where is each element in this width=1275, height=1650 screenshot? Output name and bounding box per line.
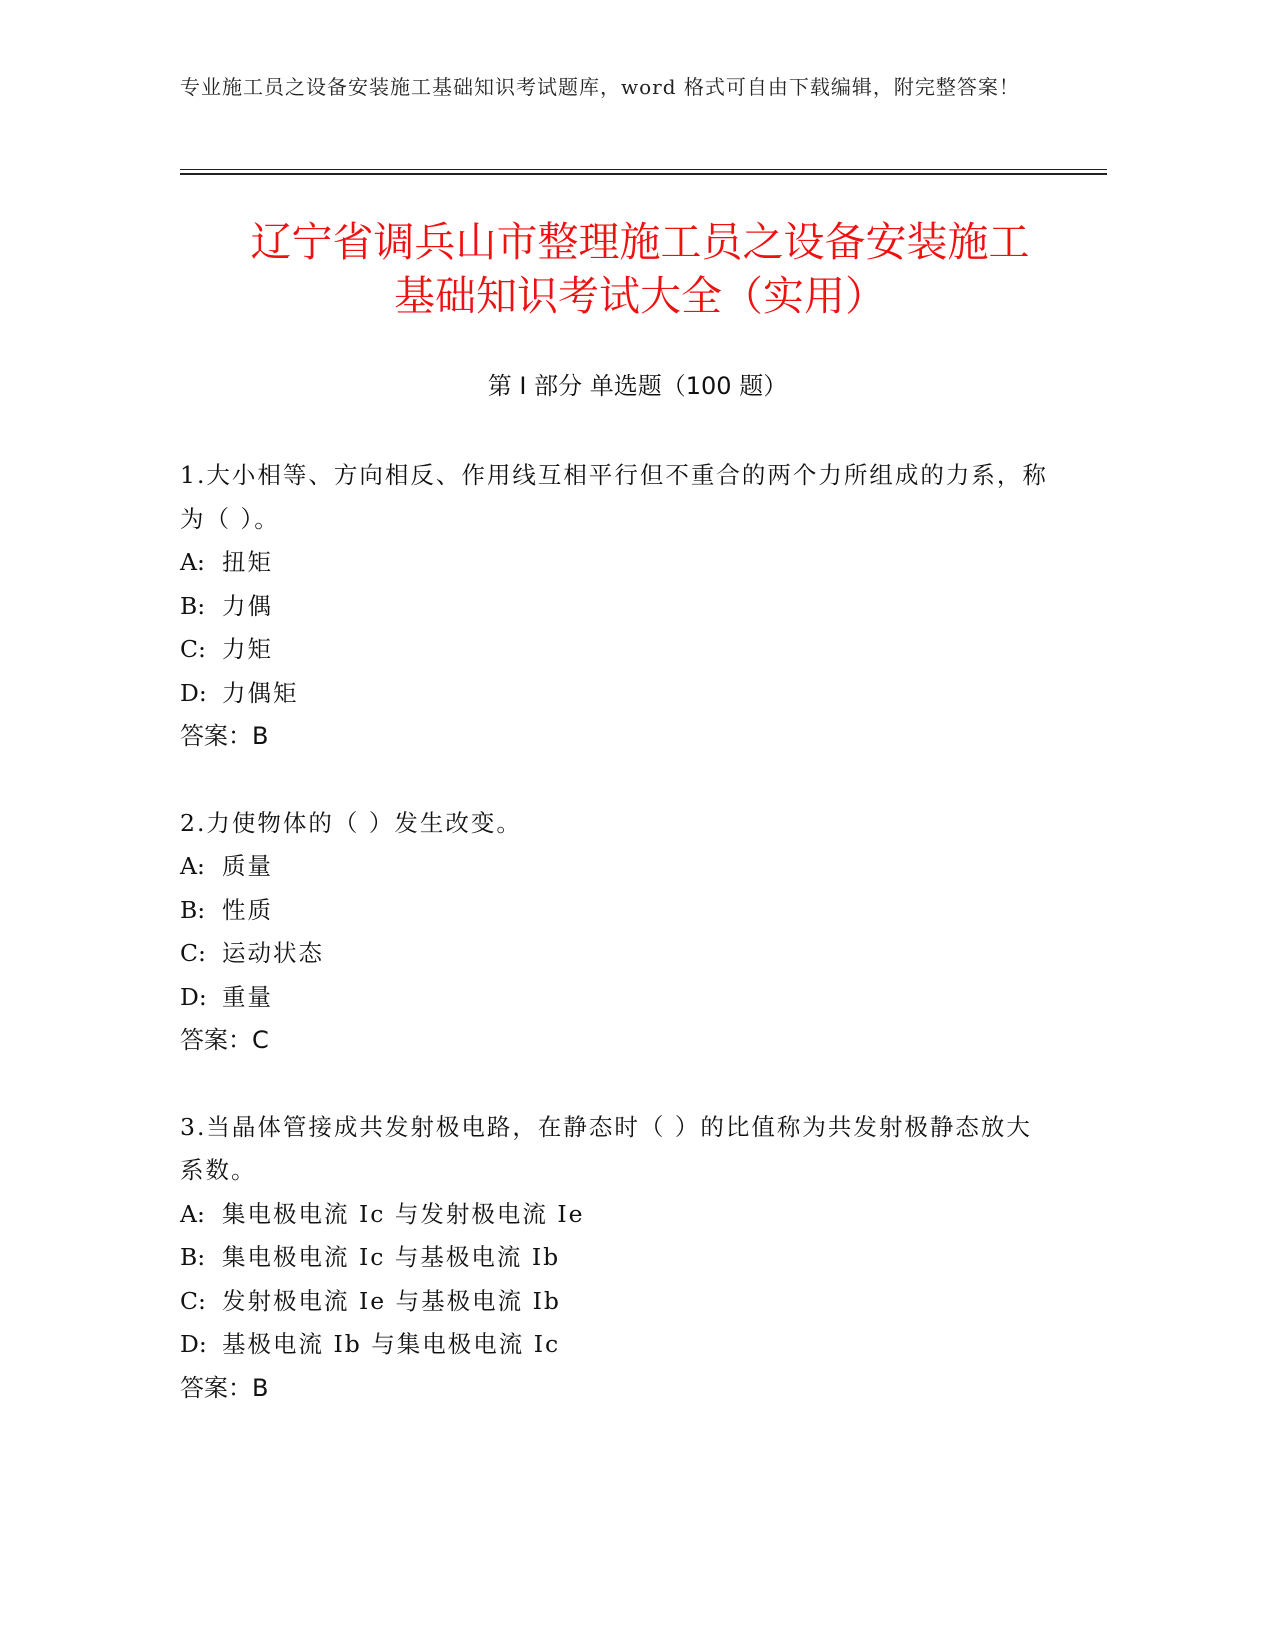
option-letter: A: xyxy=(180,548,205,576)
option-text: 发射极电流 Ie 与基极电流 Ib xyxy=(222,1286,561,1315)
title-line-1: 辽宁省调兵山市整理施工员之设备安装施工 xyxy=(250,218,1030,266)
option-b xyxy=(180,1236,1050,1280)
option-d xyxy=(180,1323,1050,1367)
question-text: 1.大小相等、方向相反、作用线互相平行但不重合的两个力所组成的力系，称为（ ）。 xyxy=(180,461,1048,533)
option-letter: D: xyxy=(180,678,207,707)
option-letter: C: xyxy=(180,635,206,663)
answer-line: 答案：B xyxy=(180,722,269,750)
question-3 xyxy=(180,1106,1050,1411)
option-text: 力偶矩 xyxy=(222,678,299,707)
option-b xyxy=(180,585,1050,629)
option-text: 力矩 xyxy=(222,635,273,663)
option-letter: C: xyxy=(180,1286,206,1315)
option-text: 质量 xyxy=(222,852,273,880)
option-a xyxy=(180,541,1050,585)
option-a xyxy=(180,845,1050,889)
option-b xyxy=(180,889,1050,933)
option-c xyxy=(180,932,1050,976)
option-letter: B: xyxy=(180,895,206,924)
header-divider-thin xyxy=(180,169,1107,170)
question-1 xyxy=(180,454,1050,759)
questions-list xyxy=(180,454,1050,1453)
document-title xyxy=(140,215,1140,323)
question-2 xyxy=(180,802,1050,1063)
option-d xyxy=(180,976,1050,1020)
title-line-2: 基础知识考试大全（实用） xyxy=(394,272,886,320)
question-text: 3.当晶体管接成共发射极电路，在静态时（ ）的比值称为共发射极静态放大系数。 xyxy=(180,1112,1032,1184)
option-text: 扭矩 xyxy=(222,548,273,576)
option-a xyxy=(180,1193,1050,1237)
option-text: 运动状态 xyxy=(222,939,324,967)
answer-line: 答案：C xyxy=(180,1026,269,1054)
option-c xyxy=(180,628,1050,672)
option-letter: A: xyxy=(180,852,205,880)
option-letter: A: xyxy=(180,1199,205,1228)
option-text: 性质 xyxy=(222,895,273,924)
option-letter: B: xyxy=(180,1243,206,1271)
question-text: 2.力使物体的（ ）发生改变。 xyxy=(180,808,522,837)
option-letter: B: xyxy=(180,591,206,620)
option-c xyxy=(180,1280,1050,1324)
option-text: 基极电流 Ib 与集电极电流 Ic xyxy=(222,1330,561,1358)
option-text: 力偶 xyxy=(222,591,273,620)
option-text: 集电极电流 Ic 与基极电流 Ib xyxy=(222,1243,561,1271)
option-d xyxy=(180,672,1050,716)
option-text: 重量 xyxy=(222,982,273,1011)
option-letter: D: xyxy=(180,1330,207,1358)
option-text: 集电极电流 Ic 与发射极电流 Ie xyxy=(222,1199,585,1228)
option-letter: D: xyxy=(180,982,207,1011)
answer-line: 答案：B xyxy=(180,1373,269,1402)
option-letter: C: xyxy=(180,939,206,967)
header-note: 专业施工员之设备安装施工基础知识考试题库，word 格式可自由下载编辑，附完整答案！ xyxy=(180,75,1020,99)
header-divider-thick xyxy=(180,173,1107,175)
section-heading: 第 I 部分 单选题（100 题） xyxy=(487,372,788,400)
